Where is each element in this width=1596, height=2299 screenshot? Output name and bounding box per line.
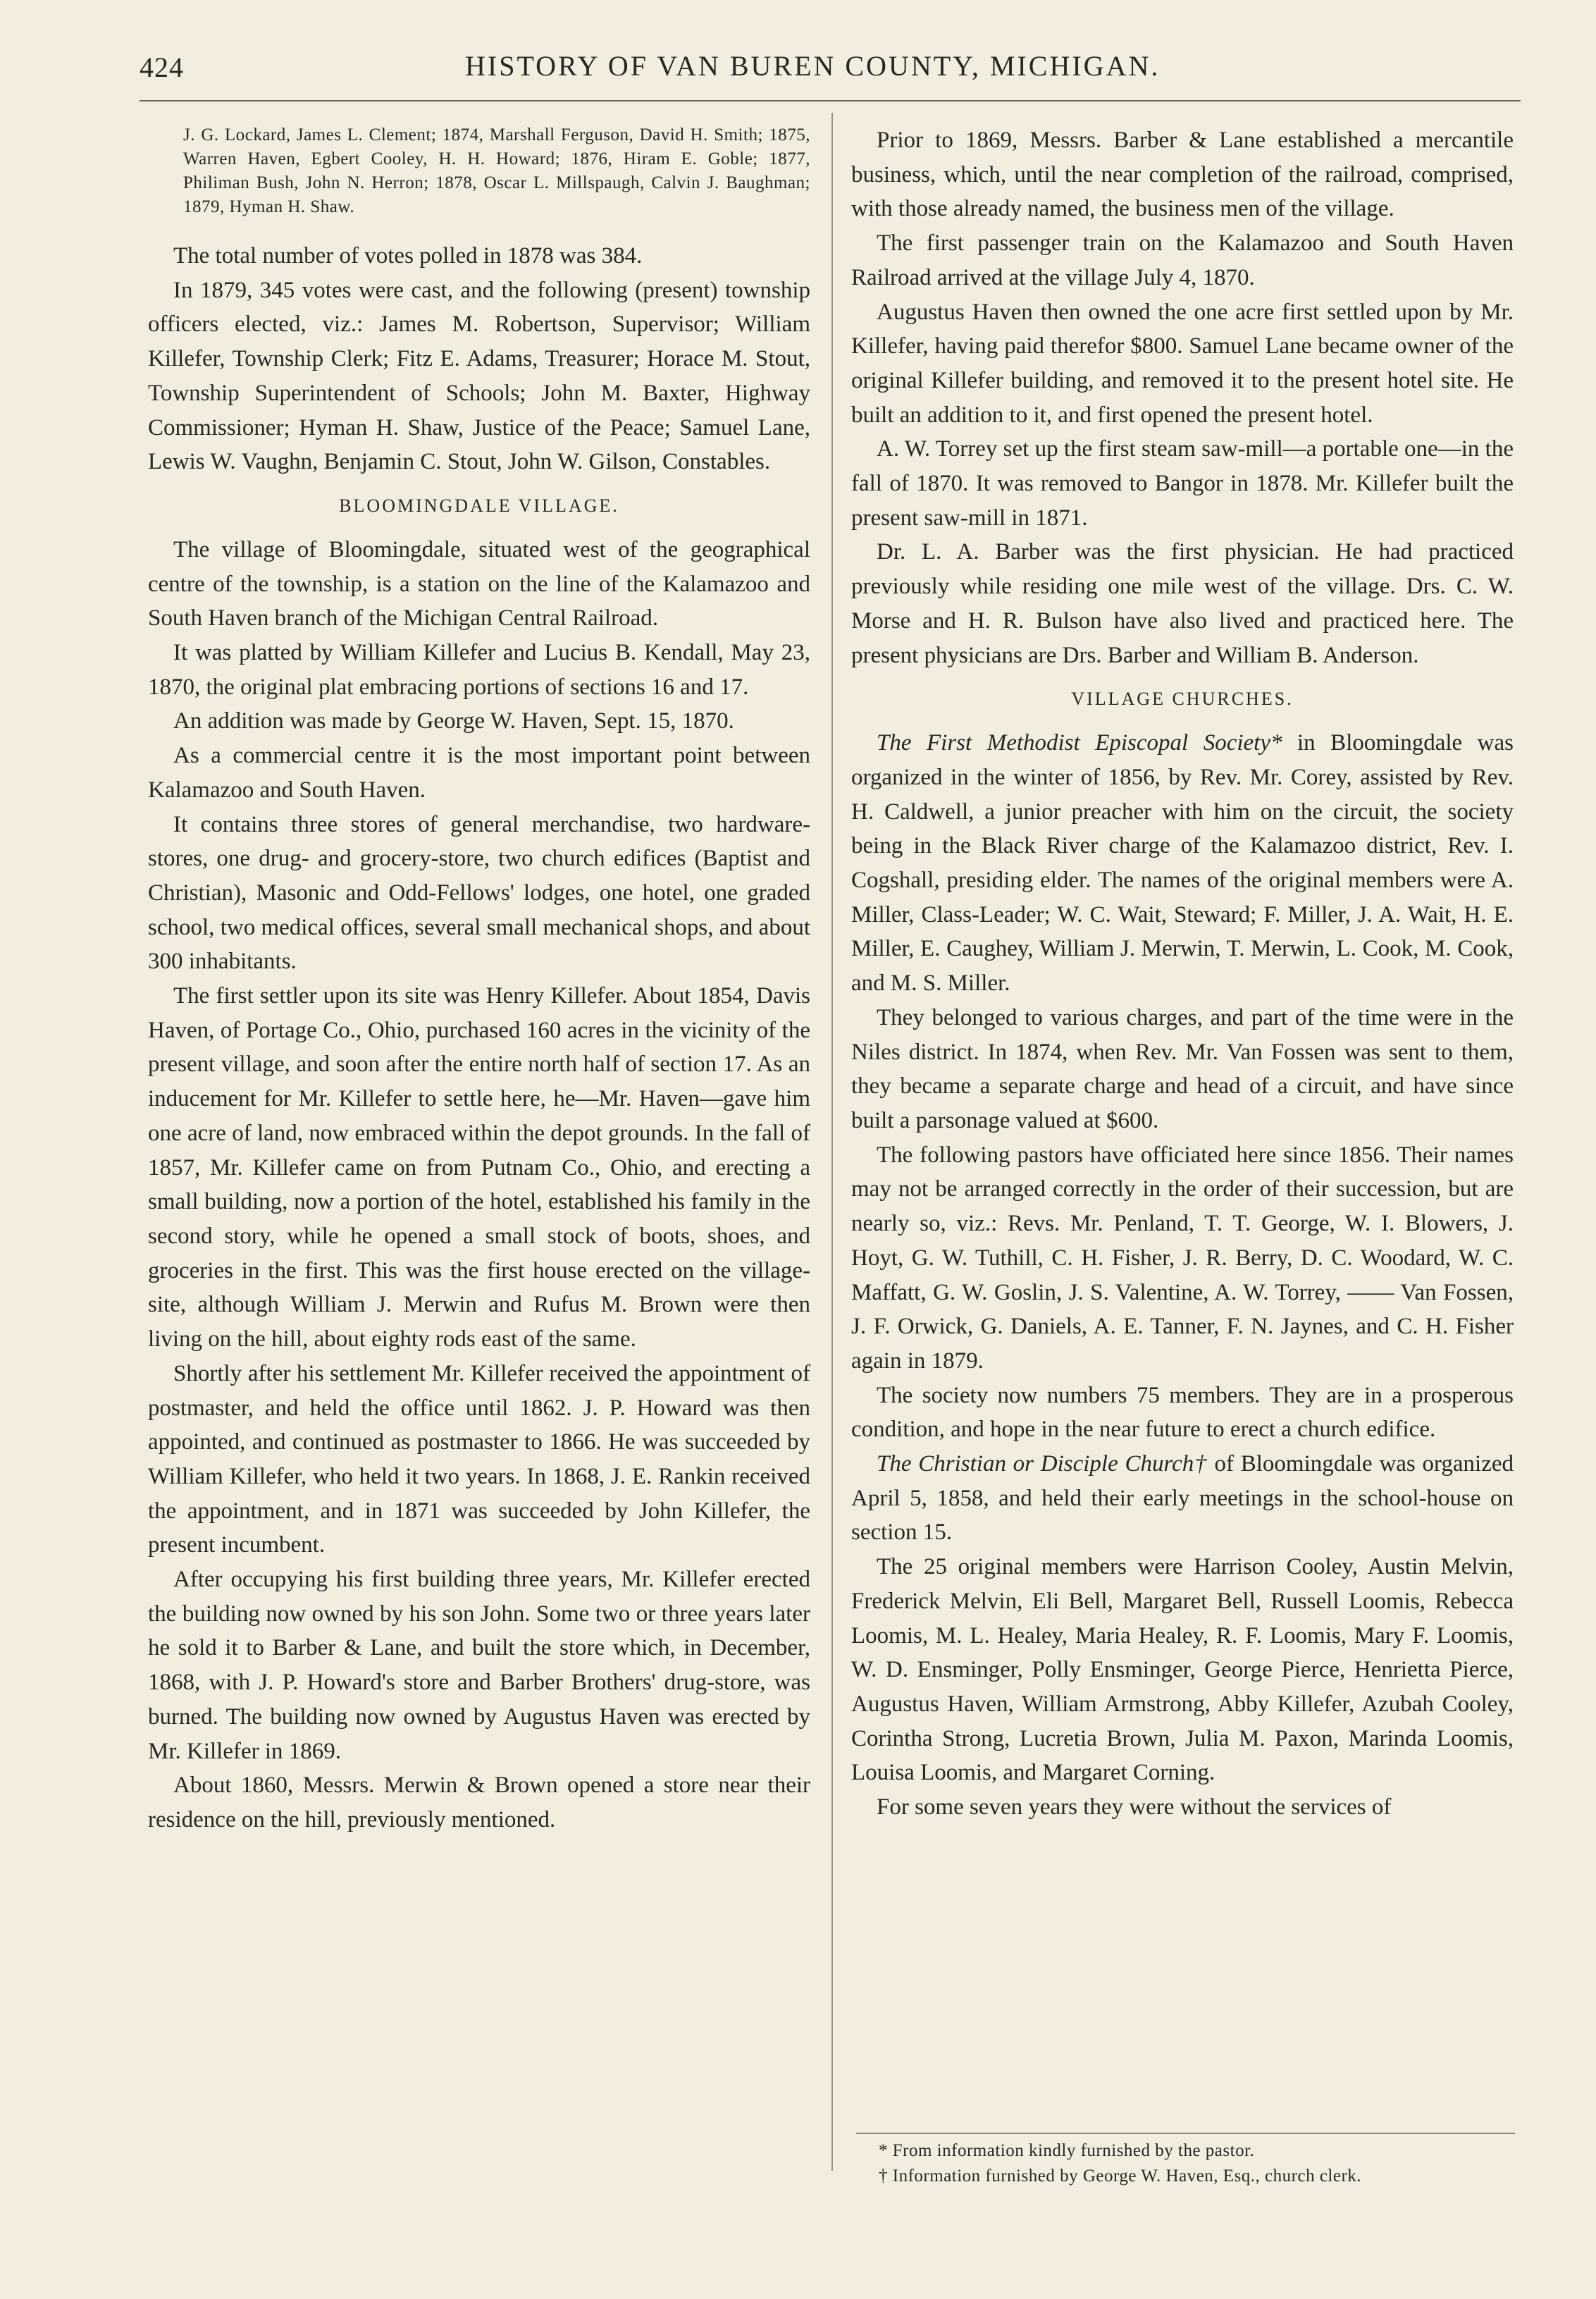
paragraph-text: of Bloomingdale was organized April 5, 1858, and held their early meetings in the school-house on section 15.: [851, 1451, 1514, 1546]
running-head: HISTORY OF VAN BUREN COUNTY, MICHIGAN.: [465, 50, 1161, 82]
paragraph: [851, 1447, 1514, 1550]
paragraph: Dr. L. A. Barber was the first physician. He had practiced previously while residing one mile west of the village. Drs. C. W. Morse and H. R. Bulson have also lived and practiced here. The present physicians are Drs. Barber and William B. Anderson.: [851, 539, 1514, 668]
section-heading-bloomingdale: BLOOMINGDALE VILLAGE.: [339, 495, 619, 516]
section-heading-churches: VILLAGE CHURCHES.: [1071, 689, 1294, 710]
paragraph-text: in Bloomingdale was organized in the winter of 1856, by Rev. Mr. Corey, assisted by Rev. H. Caldwell, a junior preacher with him on the circuit, the society being in the Black River charge of the Kalamazoo district, Rev. I. Cogshall, presiding elder. The names of the original members were A. Miller, Class-Leader; W. C. Wait, Steward; F. Miller, J. A. Wait, H. E. Miller, E. Caughey, William J. Merwin, T. Merwin, L. Cook, M. Cook, and M. S. Miller.: [851, 730, 1514, 997]
footnote: † Information furnished by George W. Haven, Esq., church clerk.: [879, 2167, 1362, 2186]
paragraph: A. W. Torrey set up the first steam saw-mill—a portable one—in the fall of 1870. It was removed to Bangor in 1878. Mr. Killefer built the present saw-mill in 1871.: [851, 436, 1514, 531]
society-name: The First Methodist Episcopal Society*: [877, 730, 1282, 756]
paragraph: Shortly after his settlement Mr. Killefer received the appointment of postmaster, and held the office until 1862. J. P. Howard was then appointed, and continued as postmaster to 1866. He was succeeded by William Killefer, who held it two years. In 1868, J. E. Rankin received the appointment, and in 1871 was succeeded by John Killefer, the present incumbent.: [148, 1360, 810, 1558]
right-column: [851, 123, 1514, 1825]
paragraph: The first passenger train on the Kalamazoo and South Haven Railroad arrived at the village July 4, 1870.: [851, 230, 1514, 290]
paragraph: As a commercial centre it is the most important point between Kalamazoo and South Haven.: [148, 743, 810, 803]
paragraph: [851, 726, 1514, 1001]
paragraph: They belonged to various charges, and part of the time were in the Niles district. In 1874, when Rev. Mr. Van Fossen was sent to them, they became a separate charge and head of a circuit, and have since built a parsonage valued at $600.: [851, 1004, 1514, 1133]
footnotes: [856, 2138, 1515, 2189]
paragraph: About 1860, Messrs. Merwin & Brown opened a store near their residence on the hill, previously mentioned.: [148, 1773, 810, 1832]
left-column: [148, 123, 810, 1837]
paragraph: Augustus Haven then owned the one acre first settled upon by Mr. Killefer, having paid therefor $800. Samuel Lane became owner of the original Killefer building, and removed it to the present hotel site. He built an addition to it, and first opened the present hotel.: [851, 299, 1514, 428]
footnote-rule: [856, 2133, 1515, 2134]
paragraph: The first settler upon its site was Henry Killefer. About 1854, Davis Haven, of Portage Co., Ohio, purchased 160 acres in the vicinity of the present village, and soon after the entire north half of section 17. As an inducement for Mr. Killefer to settle here, he—Mr. Haven—gave him one acre of land, now embraced within the depot grounds. In the fall of 1857, Mr. Killefer came on from Putnam Co., Ohio, and erecting a small building, now a portion of the hotel, established his family in the second story, while he opened a small stock of boots, shoes, and groceries in the first. This was the first house erected on the village-site, although William J. Merwin and Rufus M. Brown were then living on the hill, about eighty rods east of the same.: [148, 983, 810, 1352]
column-divider: [831, 113, 833, 2171]
paragraph: In 1879, 345 votes were cast, and the following (present) township officers elected, viz.: James M. Robertson, Supervisor; William Killefer, Township Clerk; Fitz E. Adams, Treasurer; Horace M. Stout, Township Superintendent of Schools; John M. Baxter, Highway Commissioner; Hyman H. Shaw, Justice of the Peace; Samuel Lane, Lewis W. Vaughn, Benjamin C. Stout, John W. Gilson, Constables.: [148, 277, 810, 475]
paragraph: The following pastors have officiated here since 1856. Their names may not be arranged correctly in the order of their succession, but are nearly so, viz.: Revs. Mr. Penland, T. T. George, W. I. Blowers, J. Hoyt, G. W. Tuthill, C. H. Fisher, J. R. Berry, D. C. Woodard, W. C. Maffatt, G. W. Goslin, J. S. Valentine, A. W. Torrey, —— Van Fossen, J. F. Orwick, G. Daniels, A. E. Tanner, F. N. Jaynes, and C. H. Fisher again in 1879.: [851, 1142, 1514, 1374]
officers-list: J. G. Lockard, James L. Clement; 1874, Marshall Ferguson, David H. Smith; 1875, Warren Haven, Egbert Cooley, H. H. Howard; 1876, Hiram E. Goble; 1877, Philiman Bush, John N. Herron; 1878, Oscar L. Millspaugh, Calvin J. Baughman; 1879, Hyman H. Shaw.: [183, 125, 810, 216]
footnote: * From information kindly furnished by the pastor.: [879, 2141, 1255, 2160]
paragraph: It contains three stores of general merchandise, two hardware-stores, one drug- and grocery-store, two church edifices (Baptist and Christian), Masonic and Odd-Fellows' lodges, one hotel, one graded school, two medical offices, several small mechanical shops, and about 300 inhabitants.: [148, 811, 810, 975]
paragraph: It was platted by William Killefer and Lucius B. Kendall, May 23, 1870, the original plat embracing portions of sections 16 and 17.: [148, 640, 810, 700]
header-rule: [140, 100, 1521, 101]
church-name: The Christian or Disciple Church†: [877, 1451, 1208, 1477]
paragraph: The village of Bloomingdale, situated west of the geographical centre of the township, is a station on the line of the Kalamazoo and South Haven branch of the Michigan Central Railroad.: [148, 536, 810, 631]
paragraph: The 25 original members were Harrison Cooley, Austin Melvin, Frederick Melvin, Eli Bell, Margaret Bell, Russell Loomis, Rebecca Loomis, M. L. Healey, Maria Healey, R. F. Loomis, Mary F. Loomis, W. D. Ensminger, Polly Ensminger, George Pierce, Henrietta Pierce, Augustus Haven, William Armstrong, Abby Killefer, Azubah Cooley, Corintha Strong, Lucretia Brown, Julia M. Paxon, Marinda Loomis, Louisa Loomis, and Margaret Corning.: [851, 1554, 1514, 1786]
paragraph: The total number of votes polled in 1878 was 384.: [173, 243, 643, 269]
paragraph: The society now numbers 75 members. They are in a prosperous condition, and hope in the near future to erect a church edifice.: [851, 1382, 1514, 1443]
paragraph: Prior to 1869, Messrs. Barber & Lane established a mercantile business, which, until the near completion of the railroad, comprised, with those already named, the business men of the village.: [851, 128, 1514, 222]
paragraph: An addition was made by George W. Haven, Sept. 15, 1870.: [173, 708, 734, 734]
page-number: 424: [140, 51, 184, 83]
paragraph: For some seven years they were without the services of: [877, 1794, 1392, 1820]
paragraph: After occupying his first building three years, Mr. Killefer erected the building now owned by his son John. Some two or three years later he sold it to Barber & Lane, and built the store which, in December, 1868, with J. P. Howard's store and Barber Brothers' drug-store, was burned. The building now owned by Augustus Haven was erected by Mr. Killefer in 1869.: [148, 1567, 810, 1764]
